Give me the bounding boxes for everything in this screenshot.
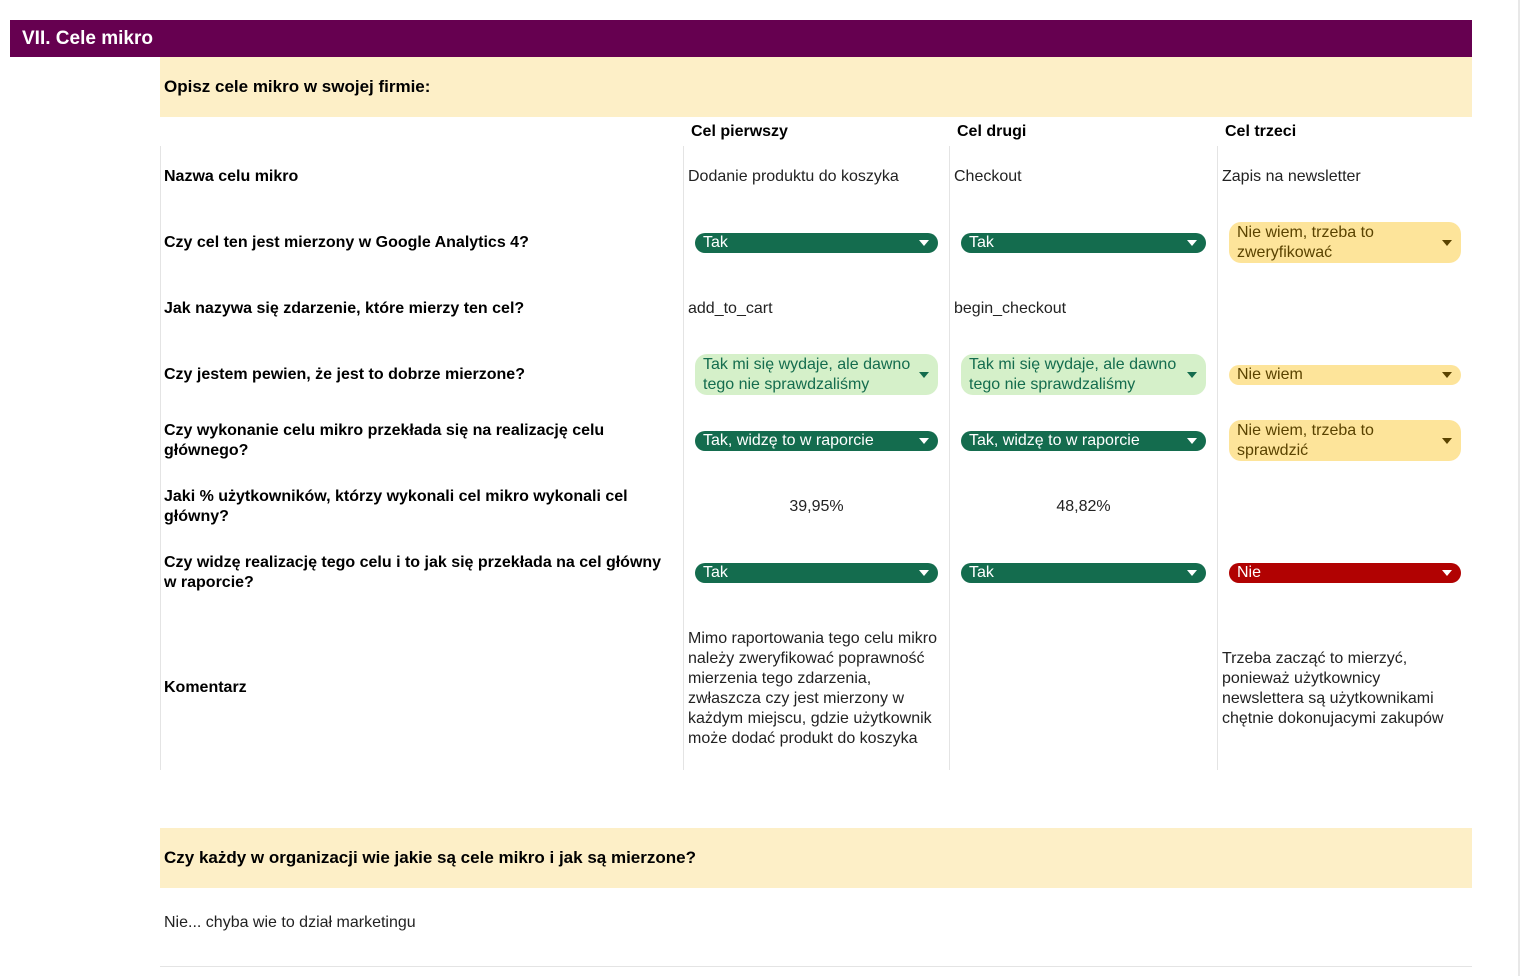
report-dropdown[interactable]: [1229, 563, 1461, 583]
translation-dropdown[interactable]: [961, 431, 1206, 451]
dropdown-value: Nie wiem: [1237, 366, 1303, 383]
grid-line: [1217, 146, 1218, 770]
row-label-comment: Komentarz: [164, 679, 247, 696]
goal-name-cell[interactable]: Zapis na newsletter: [1222, 168, 1361, 185]
comment-cell[interactable]: Trzeba zacząć to mierzyć, ponieważ użytkownicy newslettera są użytkownikami chętnie dokonujacymi zakupów: [1222, 650, 1444, 727]
dropdown-arrow-icon: [919, 240, 929, 246]
dropdown-value: Tak: [969, 564, 994, 581]
answer-text[interactable]: Nie... chyba wie to dział marketingu: [164, 914, 416, 931]
ga4-dropdown[interactable]: [695, 233, 938, 253]
divider: [160, 966, 1472, 967]
dropdown-value: Tak: [703, 564, 728, 581]
column-header-3: Cel trzeci: [1225, 123, 1297, 140]
dropdown-arrow-icon: [1442, 570, 1452, 576]
report-dropdown[interactable]: [695, 563, 938, 583]
report-dropdown[interactable]: [961, 563, 1206, 583]
row-label-translation: Czy wykonanie celu mikro przekłada się na realizację celu głównego?: [164, 422, 605, 459]
confidence-dropdown[interactable]: [961, 354, 1206, 395]
dropdown-arrow-icon: [1187, 240, 1197, 246]
row-label-report: Czy widzę realizację tego celu i to jak się przekłada na cel główny w raporcie?: [164, 554, 662, 591]
goal-name-cell[interactable]: Dodanie produktu do koszyka: [688, 168, 899, 185]
row-label-name: Nazwa celu mikro: [164, 168, 299, 185]
event-name-cell[interactable]: [1222, 294, 1468, 324]
confidence-dropdown[interactable]: [695, 354, 938, 395]
section-title: VII. Cele mikro: [10, 20, 1472, 57]
prompt-text: Opisz cele mikro w swojej firmie:: [164, 77, 431, 96]
dropdown-arrow-icon: [919, 372, 929, 378]
column-header-2: Cel drugi: [957, 123, 1027, 140]
percentage-cell[interactable]: 48,82%: [1056, 498, 1111, 515]
event-name-cell[interactable]: add_to_cart: [688, 300, 773, 317]
grid-line: [683, 146, 684, 770]
dropdown-value: Nie wiem, trzeba to zweryfikować: [1237, 223, 1374, 261]
grid-line: [160, 146, 161, 770]
row-label-ga4: Czy cel ten jest mierzony w Google Analytics 4?: [164, 234, 529, 251]
dropdown-value: Nie: [1237, 564, 1262, 581]
dropdown-arrow-icon: [1442, 240, 1452, 246]
question-band: [160, 828, 1472, 888]
dropdown-value: Tak: [703, 234, 728, 251]
dropdown-value: Tak, widzę to w raporcie: [969, 432, 1140, 449]
comment-cell[interactable]: [954, 618, 1210, 760]
dropdown-value: Tak, widzę to w raporcie: [703, 432, 874, 449]
row-label-event: Jak nazywa się zdarzenie, które mierzy ten cel?: [164, 300, 525, 317]
dropdown-value: Nie wiem, trzeba to sprawdzić: [1237, 421, 1374, 459]
column-header-1: Cel pierwszy: [691, 123, 788, 140]
translation-dropdown[interactable]: [695, 431, 938, 451]
ga4-dropdown[interactable]: [961, 233, 1206, 253]
dropdown-arrow-icon: [1187, 570, 1197, 576]
goal-name-cell[interactable]: Checkout: [954, 168, 1022, 185]
percentage-cell[interactable]: [1218, 492, 1472, 522]
dropdown-arrow-icon: [919, 438, 929, 444]
translation-dropdown[interactable]: [1229, 420, 1461, 461]
dropdown-arrow-icon: [1442, 438, 1452, 444]
row-label-percentage: Jaki % użytkowników, którzy wykonali cel mikro wykonali cel główny?: [164, 488, 628, 525]
dropdown-value: Tak mi się wydaje, ale dawno tego nie sprawdzaliśmy: [703, 355, 911, 393]
dropdown-arrow-icon: [919, 570, 929, 576]
grid-line: [949, 146, 950, 770]
ga4-dropdown[interactable]: [1229, 222, 1461, 263]
comment-cell[interactable]: Mimo raportowania tego celu mikro należy zweryfikować poprawność mierzenia tego zdarzenia, zwłaszcza czy jest mierzony w każdym miejscu, gdzie użytkownik może dodać produkt do koszyka: [688, 630, 937, 747]
event-name-cell[interactable]: begin_checkout: [954, 300, 1067, 317]
dropdown-value: Tak mi się wydaje, ale dawno tego nie sprawdzaliśmy: [969, 355, 1177, 393]
dropdown-arrow-icon: [1187, 372, 1197, 378]
dropdown-arrow-icon: [1187, 438, 1197, 444]
question-text: Czy każdy w organizacji wie jakie są cele mikro i jak są mierzone?: [164, 848, 696, 867]
dropdown-arrow-icon: [1442, 372, 1452, 378]
row-label-confidence: Czy jestem pewien, że jest to dobrze mierzone?: [164, 366, 525, 383]
dropdown-value: Tak: [969, 234, 994, 251]
percentage-cell[interactable]: 39,95%: [789, 498, 844, 515]
confidence-dropdown[interactable]: [1229, 365, 1461, 385]
prompt-band: [160, 57, 1472, 117]
